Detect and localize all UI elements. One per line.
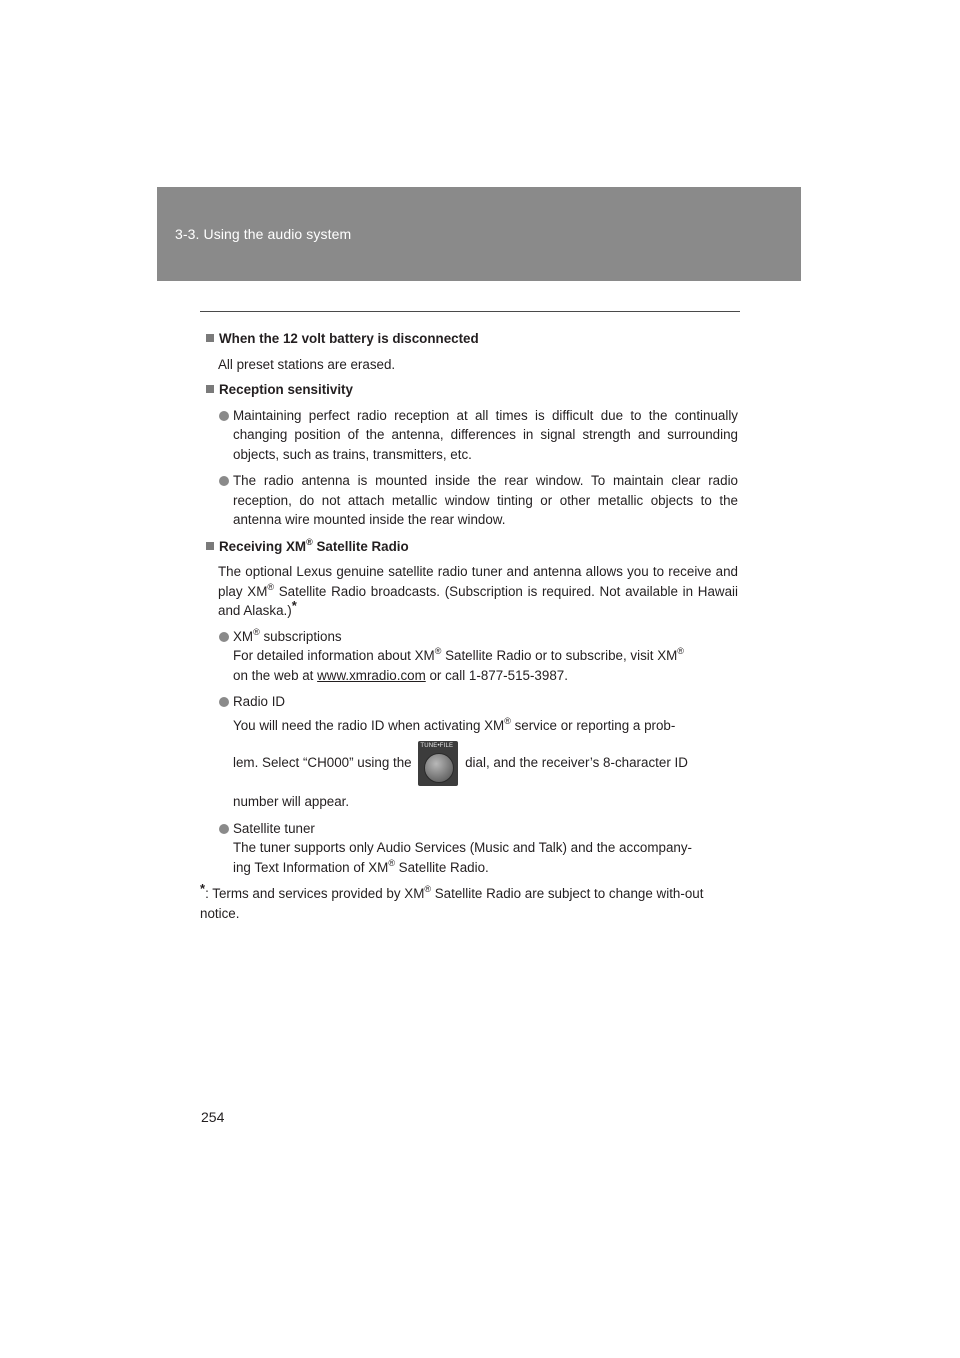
xm-intro-text: The optional Lexus genuine satellite radio tuner and antenna allows you to receive and play XM® Satellite Radio broadcasts. (Subscription is required. Not available in Hawaii and Alaska.)*: [218, 564, 738, 618]
dial-knob: [424, 753, 454, 783]
heading-xm: Receiving XM® Satellite Radio: [206, 537, 738, 557]
reception-bullet-1: Maintaining perfect radio reception at all times is difficult due to the continually changing position of the antenna, differences in signal strength and surrounding objects, such as trains, transmitters, etc.: [206, 406, 738, 465]
page-number: 254: [201, 1109, 225, 1125]
circle-bullet-icon: [219, 476, 229, 486]
page-content: [200, 329, 738, 923]
divider-rule: [200, 311, 740, 312]
square-bullet-icon: [206, 542, 214, 550]
circle-bullet-icon: [219, 632, 229, 642]
xm-satellite-tuner: Satellite tuner The tuner supports only Audio Services (Music and Talk) and the accompany- ing Text Information of XM® Satellite Radio.: [206, 819, 738, 878]
circle-bullet-icon: [219, 697, 229, 707]
xmradio-link[interactable]: www.xmradio.com: [317, 667, 426, 683]
section-title: 3-3. Using the audio system: [175, 226, 352, 242]
heading-reception: Reception sensitivity: [206, 380, 738, 400]
circle-bullet-icon: [219, 411, 229, 421]
xm-subscriptions: XM® subscriptions For detailed information about XM® Satellite Radio or to subscribe, visit XM® on the web at www.xmradio.com or call 1-877-515-3987.: [206, 627, 738, 686]
asterisk-mark: *: [291, 598, 297, 613]
square-bullet-icon: [206, 334, 214, 342]
circle-bullet-icon: [219, 824, 229, 834]
battery-text: All preset stations are erased.: [218, 356, 396, 372]
tune-file-dial-icon: TUNE•FILE: [418, 741, 458, 786]
heading-battery: When the 12 volt battery is disconnected: [206, 329, 738, 349]
reception-bullet-2: The radio antenna is mounted inside the rear window. To maintain clear radio reception, do not attach metallic window tinting or other metallic objects to the antenna wire mounted inside the rear window.: [206, 471, 738, 530]
square-bullet-icon: [206, 385, 214, 393]
footnote-asterisk: *: [200, 881, 206, 896]
section-header-bar: [157, 187, 801, 281]
xm-radio-id: Radio ID You will need the radio ID when activating XM® service or reporting a prob- lem. Select “CH000” using the TUNE•FILE dial, and the receiver’s 8-character ID number will appear.: [206, 692, 738, 812]
footnote: *: Terms and services provided by XM® Satellite Radio are subject to change with-out notice.: [200, 881, 704, 921]
